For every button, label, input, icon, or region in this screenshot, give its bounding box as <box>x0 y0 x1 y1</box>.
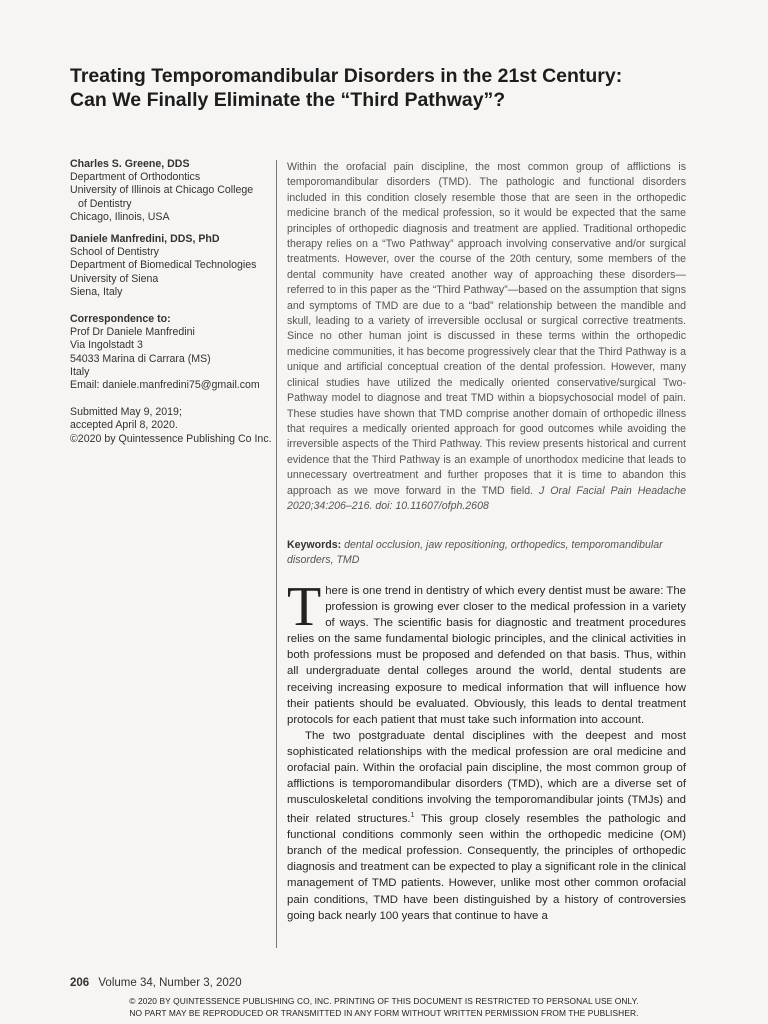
title-line-1: Treating Temporomandibular Disorders in the 21st Century: <box>70 65 623 87</box>
author-info-column <box>70 158 270 455</box>
abstract <box>287 160 686 514</box>
copyright-line-1: © 2020 BY QUINTESSENCE PUBLISHING CO, INC. PRINTING OF THIS DOCUMENT IS RESTRICTED TO PERSONAL USE ONLY. <box>129 996 639 1006</box>
author-affiliation-line: University of Siena <box>70 272 159 285</box>
author-affiliation-line: University of Illinois at Chicago College <box>70 184 254 197</box>
author-name: Daniele Manfredini, DDS, PhD <box>70 233 220 246</box>
author-block-1 <box>70 158 270 224</box>
author-affiliation-line: Department of Orthodontics <box>70 171 201 184</box>
correspondence-block <box>70 313 270 392</box>
paragraph-text: The two postgraduate dental disciplines with the deepest and most sophisticated relationships with the medical profession are oral medicine and orofacial pain. Within the orofacial pain discipline, the most common group of afflictions is temporomandibular disorders (TMD), which are a diverse set of musculoskeletal conditions involving the temporomandibular joints (TMJs) and their related structures. <box>287 729 686 826</box>
author-affiliation-line: School of Dentistry <box>70 246 159 259</box>
keywords-value: dental occlusion, jaw repositioning, orthopedics, temporomandibular disorders, TMD <box>287 539 663 567</box>
correspondence-email[interactable]: Email: daniele.manfredini75@gmail.com <box>70 379 260 392</box>
correspondence-line: Prof Dr Daniele Manfredini <box>70 326 195 339</box>
correspondence-label: Correspondence to: <box>70 313 171 326</box>
copyright-banner <box>70 995 698 1019</box>
paragraph-text: here is one trend in dentistry of which every dentist must be aware: The profession is growing ever closer to the medical profession in a variety of ways. The scientific basis for diagnostic and treatment procedures relies on the same fundamental biologic principles, and the clinical activities in both professions must be proposed and defended on that basis. Thus, within all undergraduate dental colleges around the world, dental students are receiving increasing exposure to medical information that will influence how their patients should be evaluated. Obviously, this leads to dental treatment protocols for each patient that must take such information into account. <box>287 585 686 726</box>
correspondence-line: Italy <box>70 365 90 378</box>
submission-block <box>70 406 270 446</box>
page-number: 206 <box>70 977 90 989</box>
drop-cap: T <box>287 576 322 638</box>
journal-issue: Volume 34, Number 3, 2020 <box>98 977 242 989</box>
page-footer <box>70 977 242 989</box>
keywords <box>287 538 686 569</box>
reference-superscript[interactable]: 1 <box>410 812 415 820</box>
copyright-notice: ©2020 by Quintessence Publishing Co Inc. <box>70 432 272 445</box>
body-paragraph-1 <box>287 576 686 728</box>
author-block-2 <box>70 233 270 299</box>
title-line-2: Can We Finally Eliminate the “Third Pathway”? <box>70 89 506 111</box>
author-affiliation-line: Department of Biomedical Technologies <box>70 259 257 272</box>
abstract-text: Within the orofacial pain discipline, the most common group of afflictions is temporomandibular disorders (TMD). The pathologic and functional disorders included in this condition closely resemble those that are seen in the orthopedic medicine branch of the medical profession, so it would be expected that the same principles of orthopedic diagnosis and treatment are applied. Traditional orthopedic therapy relies on a “Two Pathway” approach involving conservative and/or surgical treatments. However, over the course of the 20th century, some members of the dental community have created another way of approaching these disorders—referred to in this paper as the “Third Pathway”—based on the assumption that signs and symptoms of TMD are due to a “bad” relationship between the mandible and skull, leading to a variety of irreversible occlusal or surgical corrective treatments. Since no other human joint is discussed in these terms within the orthopedic medicine communities, it has become progressively clear that the Third Pathway is a unique and artificial conceptual creation of the dental profession. However, many clinical studies have utilized the medically oriented conservative/surgical Two-Pathway model to diagnose and treat TMD within a biopsychosocial model of pain. These studies have shown that TMD comprise another domain of orthopedic illness that requires a medically oriented approach for good outcomes while avoiding the irreversible aspects of the Third Pathway. This review presents historical and current evidence that the Third Pathway is an example of unorthodox medicine that leads to unnecessary overtreatment and further proposes that it is time to abandon this approach as we move forward in the TMD field. <box>287 161 686 497</box>
article-title <box>70 64 710 112</box>
copyright-line-2: NO PART MAY BE REPRODUCED OR TRANSMITTED IN ANY FORM WITHOUT WRITTEN PERMISSION FROM THE PUBLISHER. <box>129 1008 639 1018</box>
author-affiliation-line: Siena, Italy <box>70 285 123 298</box>
abstract-citation: J Oral Facial Pain Headache 2020;34:206–216. doi: 10.11607/ofph.2608 <box>287 484 686 512</box>
author-affiliation-line: Chicago, Ilinois, USA <box>70 210 170 223</box>
body-paragraph-2 <box>287 728 686 924</box>
author-affiliation-line: of Dentistry <box>78 197 132 210</box>
article-body <box>287 576 686 924</box>
submitted-date: Submitted May 9, 2019; <box>70 406 182 419</box>
column-divider <box>276 160 277 948</box>
correspondence-line: Via Ingolstadt 3 <box>70 339 143 352</box>
author-name: Charles S. Greene, DDS <box>70 158 190 170</box>
keywords-label: Keywords: <box>287 539 342 551</box>
correspondence-line: 54033 Marina di Carrara (MS) <box>70 352 211 365</box>
accepted-date: accepted April 8, 2020. <box>70 419 178 432</box>
paragraph-text: This group closely resembles the pathologic and functional conditions commonly seen within the orthopedic medicine (OM) branch of the medical profession. Consequently, the principles of orthopedic diagnosis and treatment can be expected to play a significant role in the clinical management of TMD patients. However, unlike most other common orofacial pain conditions, TMD have been distinguished by a history of controversies going back nearly 100 years that continue to have a <box>287 813 686 922</box>
